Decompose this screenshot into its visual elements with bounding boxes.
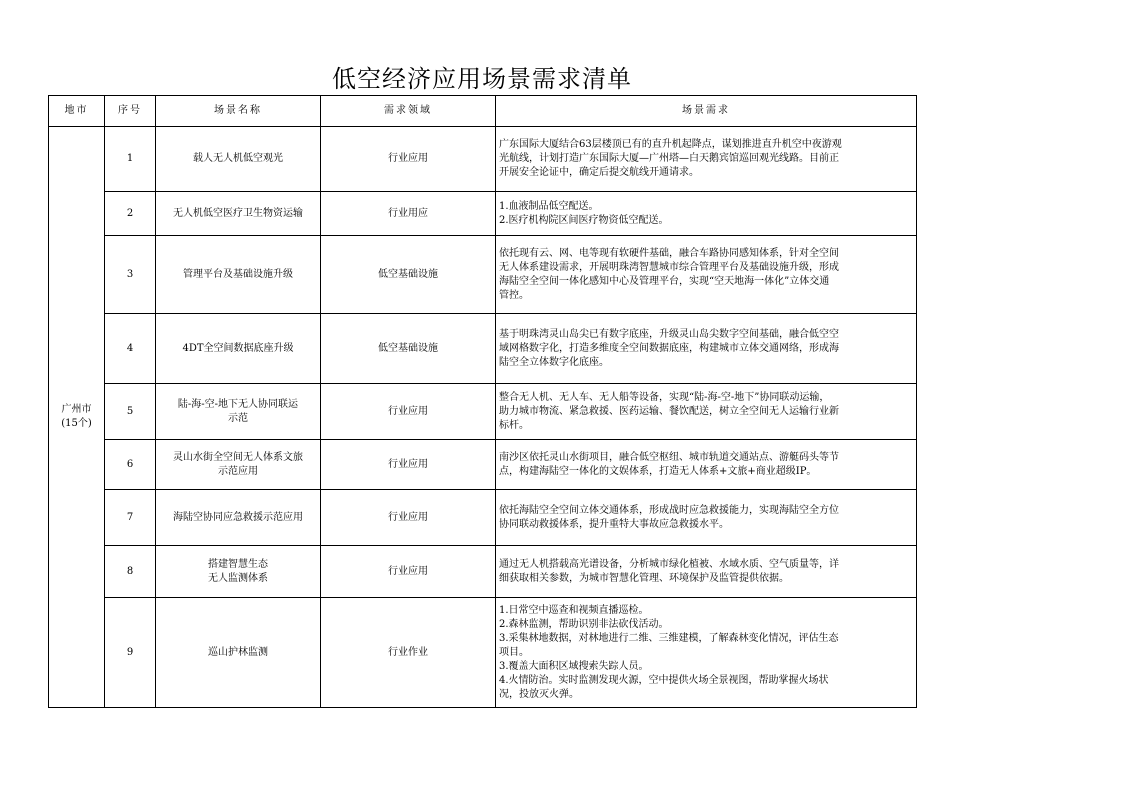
table-row bbox=[49, 490, 917, 546]
requirement-line: 细获取相关参数，为城市智慧化管理、环境保护及监管提供依据。 bbox=[499, 572, 789, 584]
domain-cell: 行业用应 bbox=[321, 192, 496, 236]
domain-cell: 低空基础设施 bbox=[321, 236, 496, 314]
domain-cell: 行业应用 bbox=[321, 384, 496, 440]
scenario-cell bbox=[156, 192, 321, 236]
requirement-line: 况，投放灭火弹。 bbox=[499, 688, 579, 700]
table-row bbox=[49, 384, 917, 440]
city-count: (15个) bbox=[61, 418, 92, 429]
requirement-line: 助力城市物流、紧急救援、医药运输、餐饮配送，树立全空间无人运输行业新 bbox=[499, 405, 839, 417]
scenario-line: 管理平台及基础设施升级 bbox=[183, 268, 293, 280]
scenario-cell bbox=[156, 440, 321, 490]
scenario-line: 巡山护林监测 bbox=[208, 646, 268, 658]
page-title: 低空经济应用场景需求清单 bbox=[332, 65, 632, 93]
scenario-cell bbox=[156, 127, 321, 192]
requirement-line: 光航线，计划打造广东国际大厦—广州塔—白天鹅宾馆巡回观光线路。目前正 bbox=[499, 153, 839, 164]
seq-cell: 6 bbox=[105, 440, 156, 490]
seq-cell: 8 bbox=[105, 546, 156, 598]
requirement-line: 协同联动救援体系，提升重特大事故应急救援水平。 bbox=[499, 518, 729, 530]
table-row bbox=[49, 440, 917, 490]
requirement-cell bbox=[496, 490, 917, 546]
scenario-cell bbox=[156, 546, 321, 598]
requirement-line: 无人体系建设需求，开展明珠湾智慧城市综合管理平台及基础设施升级，形成 bbox=[499, 261, 839, 273]
header-domain: 需求领域 bbox=[321, 96, 496, 127]
requirement-line: 基于明珠湾灵山岛尖已有数字底座，升级灵山岛尖数字空间基础，融合低空空 bbox=[499, 328, 839, 340]
scenario-cell bbox=[156, 598, 321, 708]
seq-cell: 4 bbox=[105, 314, 156, 384]
header-seq: 序号 bbox=[105, 96, 156, 127]
requirement-line: 广东国际大厦结合63层楼顶已有的直升机起降点，谋划推进直升机空中夜游观 bbox=[499, 139, 842, 150]
scenario-line: 灵山水街全空间无人体系文旅 bbox=[173, 451, 303, 463]
requirement-cell bbox=[496, 546, 917, 598]
requirement-line: 南沙区依托灵山水街项目，融合低空枢纽、城市轨道交通站点、游艇码头等节 bbox=[499, 451, 839, 463]
scenario-cell bbox=[156, 314, 321, 384]
requirement-cell bbox=[496, 127, 917, 192]
table-row bbox=[49, 127, 917, 192]
header-row bbox=[49, 96, 917, 127]
table-row bbox=[49, 314, 917, 384]
header-scenario: 场景名称 bbox=[156, 96, 321, 127]
header-city: 地市 bbox=[49, 96, 105, 127]
requirement-cell bbox=[496, 598, 917, 708]
scenario-cell bbox=[156, 384, 321, 440]
seq-cell: 9 bbox=[105, 598, 156, 708]
scenario-line: 海陆空协同应急救援示范应用 bbox=[173, 511, 303, 523]
requirement-line: 管控。 bbox=[499, 289, 529, 301]
requirement-line: 依托海陆空全空间立体交通体系，形成战时应急救援能力，实现海陆空全方位 bbox=[499, 504, 839, 516]
requirement-line: 1.血液制品低空配送。 bbox=[499, 200, 599, 212]
scenario-line: 4DT全空间数据底座升级 bbox=[182, 342, 294, 354]
seq-cell: 7 bbox=[105, 490, 156, 546]
requirement-line: 开展安全论证中，确定后提交航线开通请求。 bbox=[499, 167, 699, 178]
requirement-line: 2.医疗机构院区间医疗物资低空配送。 bbox=[499, 214, 669, 226]
scenario-line: 示范应用 bbox=[218, 465, 258, 477]
scenario-line: 示范 bbox=[228, 412, 248, 424]
requirement-line: 4.火情防治。实时监测发现火源，空中提供火场全景视图，帮助掌握火场状 bbox=[499, 674, 829, 686]
table-row bbox=[49, 192, 917, 236]
requirement-line: 依托现有云、网、电等现有软硬件基础，融合车路协同感知体系，针对全空间 bbox=[499, 247, 839, 259]
requirement-line: 域网格数字化，打造多维度全空间数据底座，构建城市立体交通网络，形成海 bbox=[499, 342, 839, 354]
requirement-line: 点，构建海陆空一体化的文娱体系，打造无人体系+文旅+商业超级IP。 bbox=[499, 465, 817, 477]
requirement-line: 整合无人机、无人车、无人船等设备，实现“陆-海-空-地下”协同联动运输， bbox=[499, 391, 830, 403]
requirement-line: 2.森林监测，帮助识别非法砍伐活动。 bbox=[499, 618, 669, 630]
requirement-cell bbox=[496, 440, 917, 490]
requirement-line: 陆空全立体数字化底座。 bbox=[499, 356, 609, 368]
seq-cell: 5 bbox=[105, 384, 156, 440]
seq-cell: 2 bbox=[105, 192, 156, 236]
table-row bbox=[49, 546, 917, 598]
requirements-table bbox=[48, 95, 917, 708]
seq-cell: 3 bbox=[105, 236, 156, 314]
requirement-cell bbox=[496, 236, 917, 314]
scenario-line: 无人监测体系 bbox=[208, 572, 268, 584]
seq-cell: 1 bbox=[105, 127, 156, 192]
domain-cell: 行业应用 bbox=[321, 127, 496, 192]
requirement-line: 3.采集林地数据，对林地进行二维、三维建模，了解森林变化情况，评估生态 bbox=[499, 632, 839, 644]
table-row bbox=[49, 236, 917, 314]
requirement-cell bbox=[496, 192, 917, 236]
requirement-line: 项目。 bbox=[499, 646, 529, 658]
scenario-line: 陆-海-空-地下无人协同联运 bbox=[177, 398, 299, 410]
scenario-cell bbox=[156, 490, 321, 546]
city-cell bbox=[49, 127, 105, 708]
domain-cell: 行业应用 bbox=[321, 546, 496, 598]
requirement-line: 1.日常空中巡查和视频直播巡检。 bbox=[499, 604, 649, 616]
scenario-line: 搭建智慧生态 bbox=[208, 558, 268, 570]
domain-cell: 行业作业 bbox=[321, 598, 496, 708]
city-name: 广州市 bbox=[61, 404, 92, 415]
requirement-line: 海陆空全空间一体化感知中心及管理平台，实现“空天地海一体化”立体交通 bbox=[499, 275, 830, 287]
scenario-line: 载人无人机低空观光 bbox=[193, 153, 283, 164]
table-body bbox=[49, 127, 917, 708]
domain-cell: 行业应用 bbox=[321, 440, 496, 490]
requirement-line: 通过无人机搭载高光谱设备，分析城市绿化植被、水域水质、空气质量等，详 bbox=[499, 558, 839, 570]
requirement-cell bbox=[496, 384, 917, 440]
requirement-line: 标杆。 bbox=[499, 419, 529, 431]
requirement-cell bbox=[496, 314, 917, 384]
scenario-line: 无人机低空医疗卫生物资运输 bbox=[173, 207, 303, 219]
table-row bbox=[49, 598, 917, 708]
domain-cell: 低空基础设施 bbox=[321, 314, 496, 384]
domain-cell: 行业应用 bbox=[321, 490, 496, 546]
scenario-cell bbox=[156, 236, 321, 314]
header-requirement: 场景需求 bbox=[496, 96, 917, 127]
requirement-line: 3.覆盖大面积区域搜索失踪人员。 bbox=[499, 660, 649, 672]
